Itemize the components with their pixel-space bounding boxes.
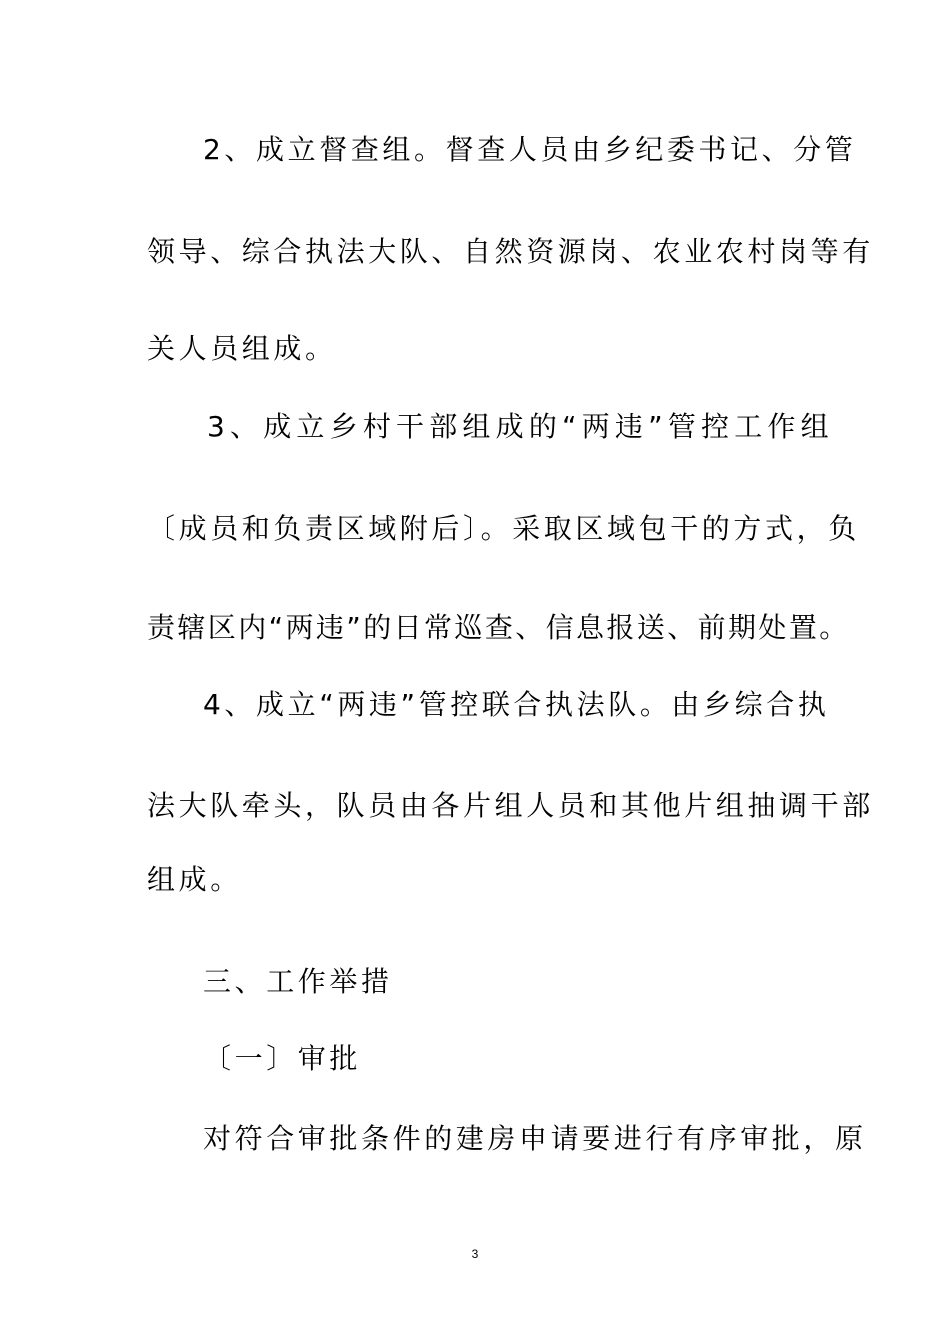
paragraph-line-8: 法大队牵头，队员由各片组人员和其他片组抽调干部 xyxy=(147,789,874,822)
paragraph-line-7: 4、成立“两违”管控联合执法队。由乡综合执 xyxy=(203,688,830,721)
paragraph-line-12: 对符合审批条件的建房申请要进行有序审批，原 xyxy=(203,1122,867,1155)
paragraph-line-3: 关人员组成。 xyxy=(147,332,337,365)
paragraph-line-6: 责辖区内“两违”的日常巡查、信息报送、前期处置。 xyxy=(147,611,850,644)
page-number: 3 xyxy=(471,1247,479,1261)
subsection-heading: 〔一〕审批 xyxy=(203,1042,362,1075)
paragraph-line-5: 〔成员和负责区域附后〕。采取区域包干的方式，负 xyxy=(147,512,860,545)
paragraph-line-1: 2、成立督查组。督查人员由乡纪委书记、分管 xyxy=(203,133,857,166)
paragraph-line-9: 组成。 xyxy=(147,863,242,896)
paragraph-line-4: 3、成立乡村干部组成的“两违”管控工作组 xyxy=(207,410,834,443)
section-heading: 三、工作举措 xyxy=(203,965,393,998)
paragraph-line-2: 领导、综合执法大队、自然资源岗、农业农村岗等有 xyxy=(147,235,874,268)
